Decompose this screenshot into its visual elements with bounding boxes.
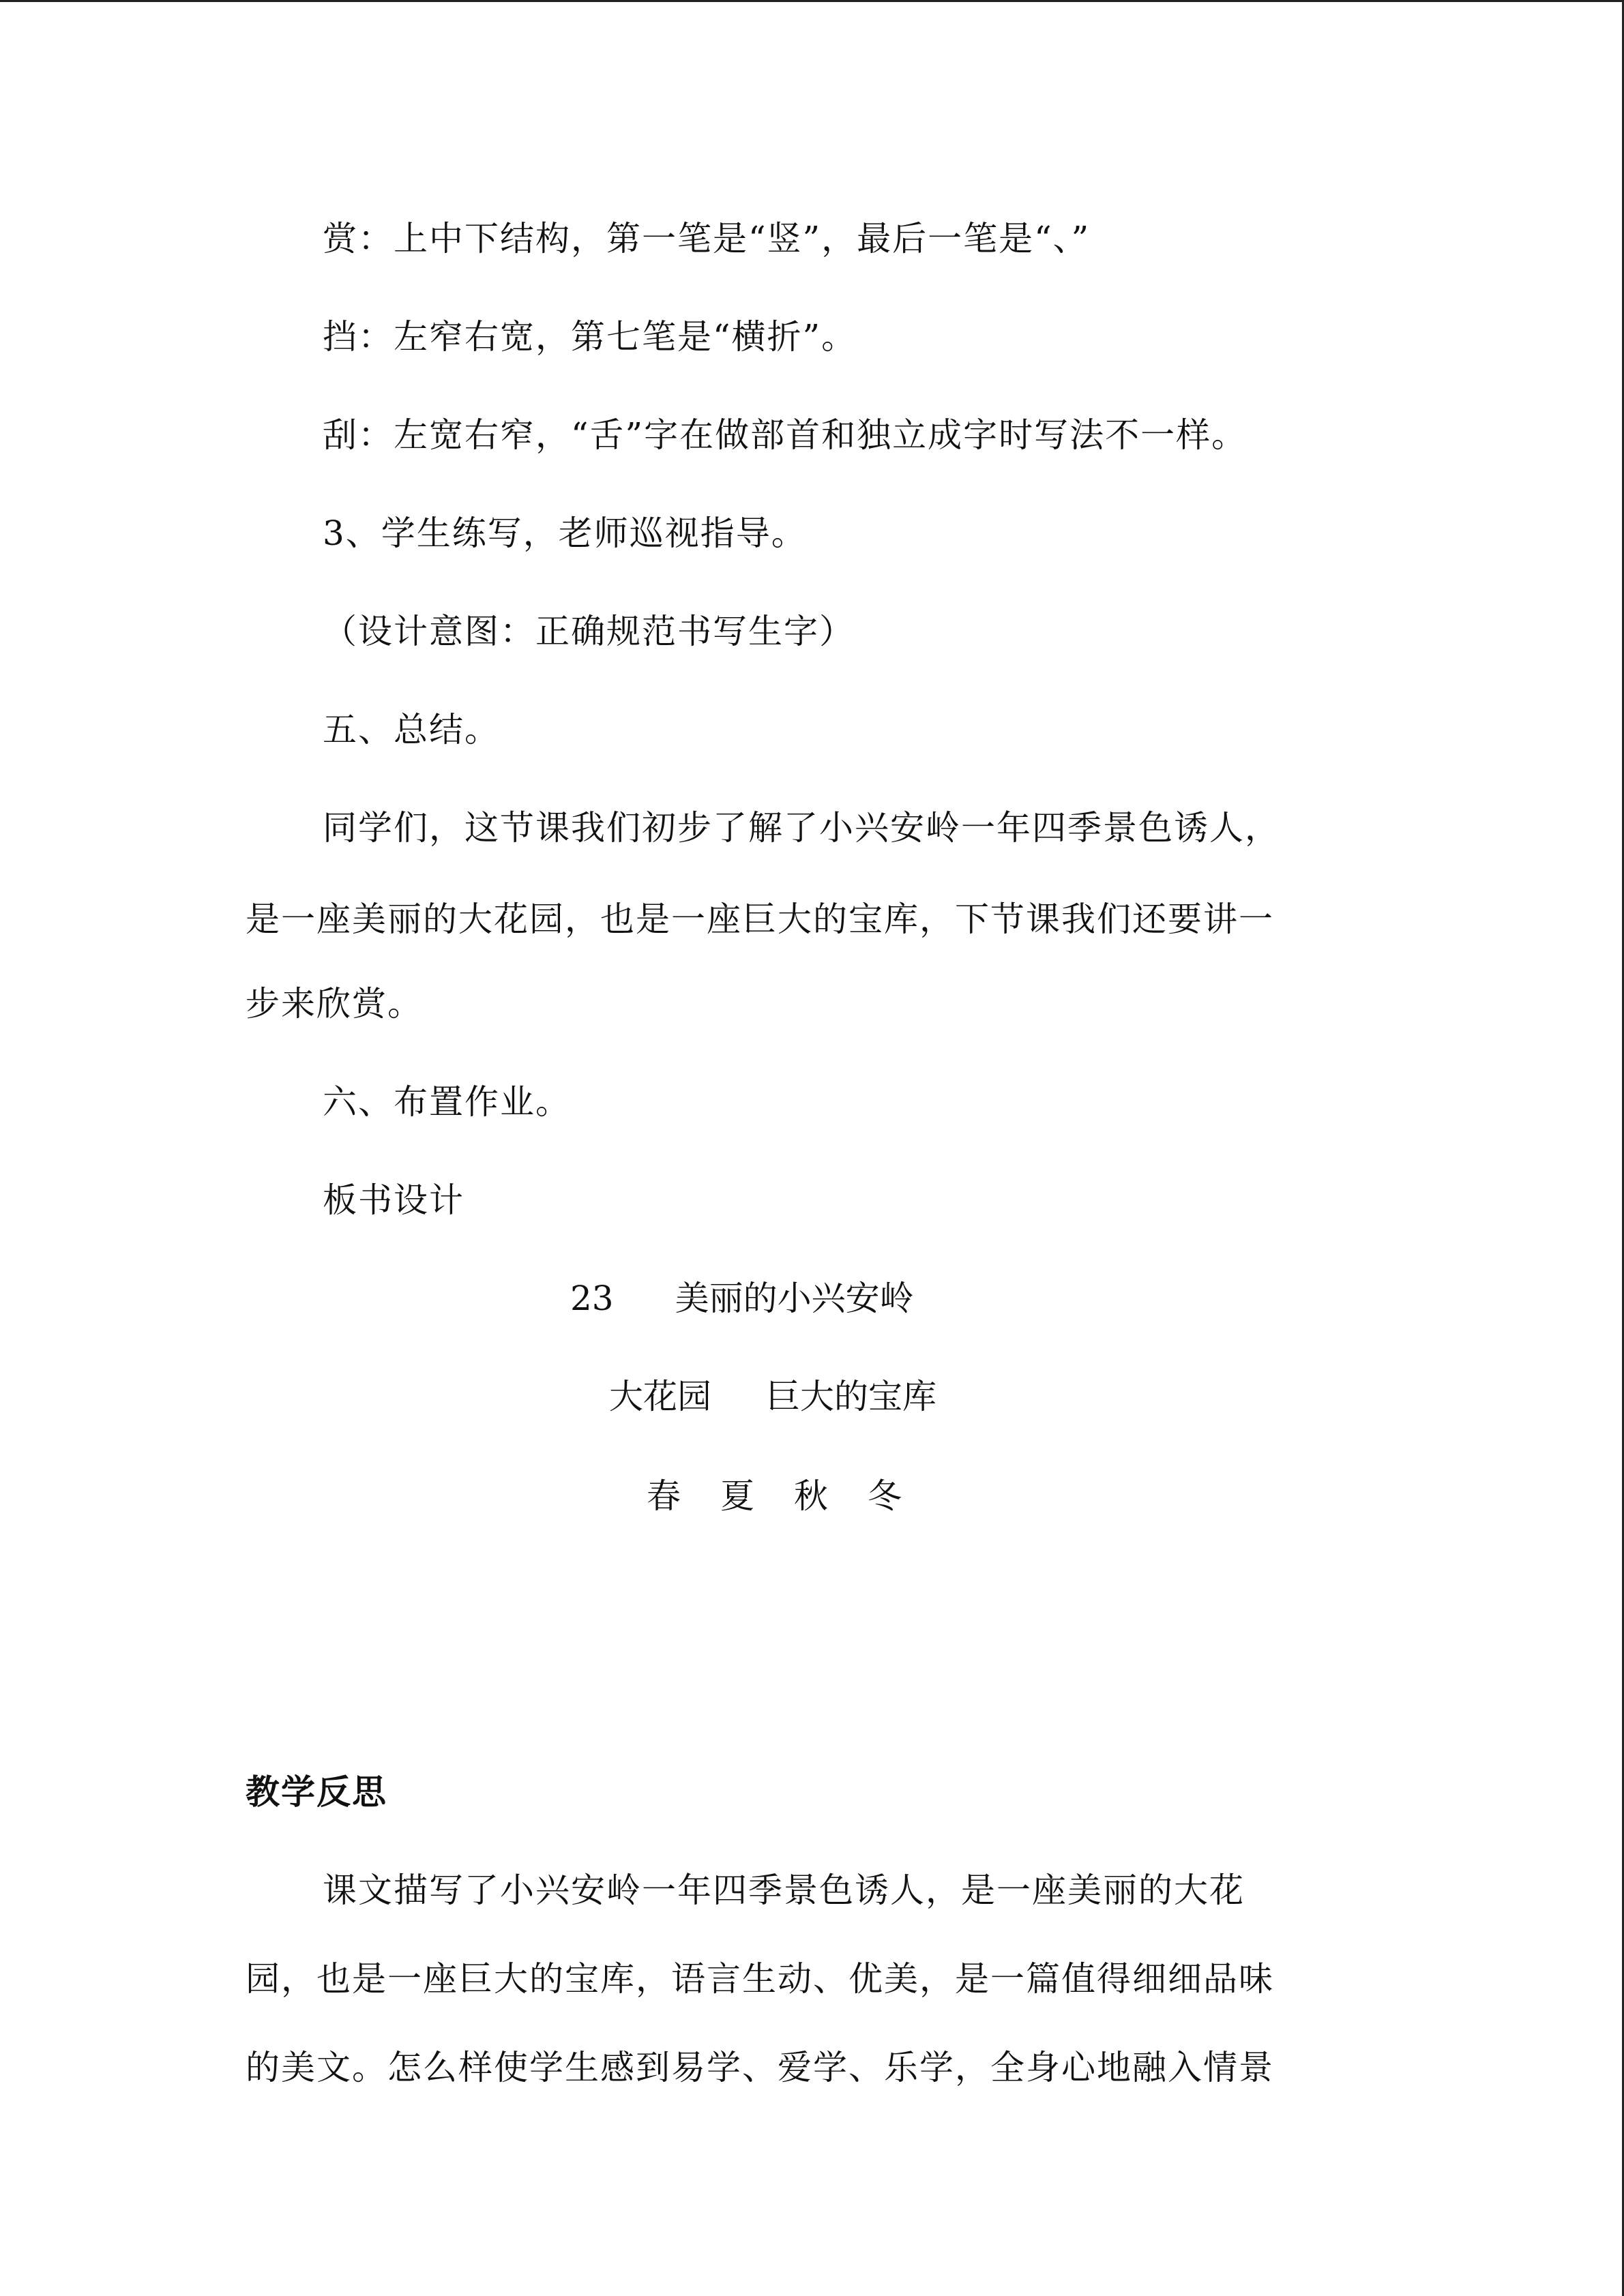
paragraph-stroke-dang: 挡：左窄右宽，第七笔是“横折”。 (323, 317, 857, 357)
board-season-spring: 春 (647, 1476, 681, 1516)
heading-homework: 六、布置作业。 (323, 1082, 571, 1122)
board-season-winter: 冬 (868, 1476, 902, 1516)
board-season-summer: 夏 (720, 1476, 754, 1516)
page-border-top (0, 0, 1624, 2)
board-lesson-title: 美丽的小兴安岭 (675, 1279, 914, 1318)
board-title-row (570, 1277, 914, 1320)
paragraph-practice: 3、学生练写，老师巡视指导。 (323, 513, 807, 553)
heading-board-design: 板书设计 (323, 1180, 464, 1220)
paragraph-stroke-gua: 刮：左宽右窄，“舌”字在做部首和独立成字时写法不一样。 (323, 415, 1247, 455)
paragraph-summary-line-1: 同学们，这节课我们初步了解了小兴安岭一年四季景色诱人， (323, 808, 1280, 848)
board-phrase-left: 大花园 (609, 1377, 711, 1416)
board-phrase-right: 巨大的宝库 (766, 1377, 936, 1416)
reflection-heading: 教学反思 (246, 1772, 387, 1812)
paragraph-summary-line-2: 是一座美丽的大花园，也是一座巨大的宝库，下节课我们还要讲一 (246, 899, 1274, 939)
board-phrase-row (609, 1375, 936, 1418)
paragraph-stroke-shang: 赏：上中下结构，第一笔是“竖”，最后一笔是“、” (323, 219, 1091, 258)
heading-summary: 五、总结。 (323, 710, 500, 749)
board-seasons-row (647, 1474, 902, 1518)
board-lesson-number: 23 (570, 1279, 614, 1318)
paragraph-summary-line-3: 步来欣赏。 (246, 984, 423, 1024)
reflection-line-3: 的美文。怎么样使学生感到易学、爱学、乐学，全身心地融入情景 (246, 2048, 1274, 2087)
board-season-autumn: 秋 (794, 1476, 828, 1516)
reflection-line-2: 园，也是一座巨大的宝库，语言生动、优美，是一篇值得细细品味 (246, 1959, 1274, 1999)
reflection-line-1: 课文描写了小兴安岭一年四季景色诱人，是一座美丽的大花 (323, 1870, 1245, 1910)
paragraph-design-intent: （设计意图：正确规范书写生字） (323, 612, 855, 651)
